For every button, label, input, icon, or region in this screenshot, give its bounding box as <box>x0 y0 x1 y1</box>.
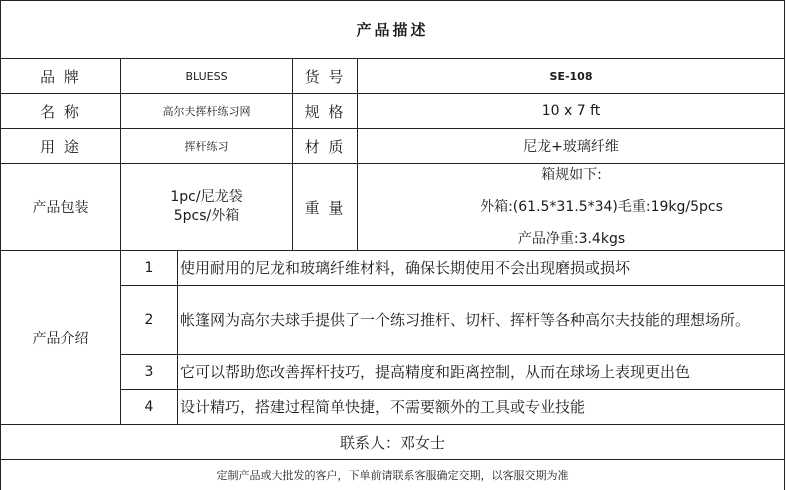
material-value: 尼龙+玻璃纤维 <box>357 128 785 164</box>
intro-num-2: 2 <box>120 285 178 355</box>
name-label: 名 称 <box>0 93 121 129</box>
order-note: 定制产品或大批发的客户，下单前请联系客服确定交期，以客服交期为准 <box>0 459 785 490</box>
intro-num-1: 1 <box>120 250 178 286</box>
packing-value <box>120 163 293 251</box>
spec-label: 规 格 <box>292 93 358 129</box>
material-label: 材 质 <box>292 128 358 164</box>
use-value: 挥杆练习 <box>120 128 293 164</box>
sheet-title: 产品描述 <box>0 0 785 59</box>
intro-text-2: 帐篷网为高尔夫球手提供了一个练习推杆、切杆、挥杆等各种高尔夫技能的理想场所。 <box>177 285 785 355</box>
contact-person: 联系人：邓女士 <box>0 424 785 460</box>
item-no-value: SE-108 <box>357 58 785 94</box>
intro-text-3: 它可以帮助您改善挥杆技巧，提高精度和距离控制，从而在球场上表现更出色 <box>177 354 785 390</box>
carton-line-1: 箱规如下: <box>541 167 602 183</box>
packing-label: 产品包装 <box>0 163 121 251</box>
carton-line-3: 产品净重:3.4kgs <box>517 231 626 247</box>
weight-label: 重 量 <box>292 163 358 251</box>
carton-info <box>357 163 785 251</box>
intro-num-4: 4 <box>120 389 178 425</box>
carton-line-2: 外箱:(61.5*31.5*34)毛重:19kg/5pcs <box>480 199 723 215</box>
intro-label: 产品介绍 <box>0 250 121 425</box>
packing-line-1: 1pc/尼龙袋 <box>170 189 243 205</box>
brand-value: BLUESS <box>120 58 293 94</box>
intro-text-4: 设计精巧，搭建过程简单快捷，不需要额外的工具或专业技能 <box>177 389 785 425</box>
item-no-label: 货 号 <box>292 58 358 94</box>
intro-text-1: 使用耐用的尼龙和玻璃纤维材料，确保长期使用不会出现磨损或损坏 <box>177 250 785 286</box>
packing-line-2: 5pcs/外箱 <box>173 208 240 224</box>
intro-num-3: 3 <box>120 354 178 390</box>
brand-label: 品 牌 <box>0 58 121 94</box>
name-value: 高尔夫挥杆练习网 <box>120 93 293 129</box>
use-label: 用 途 <box>0 128 121 164</box>
spec-value: 10 x 7 ft <box>357 93 785 129</box>
